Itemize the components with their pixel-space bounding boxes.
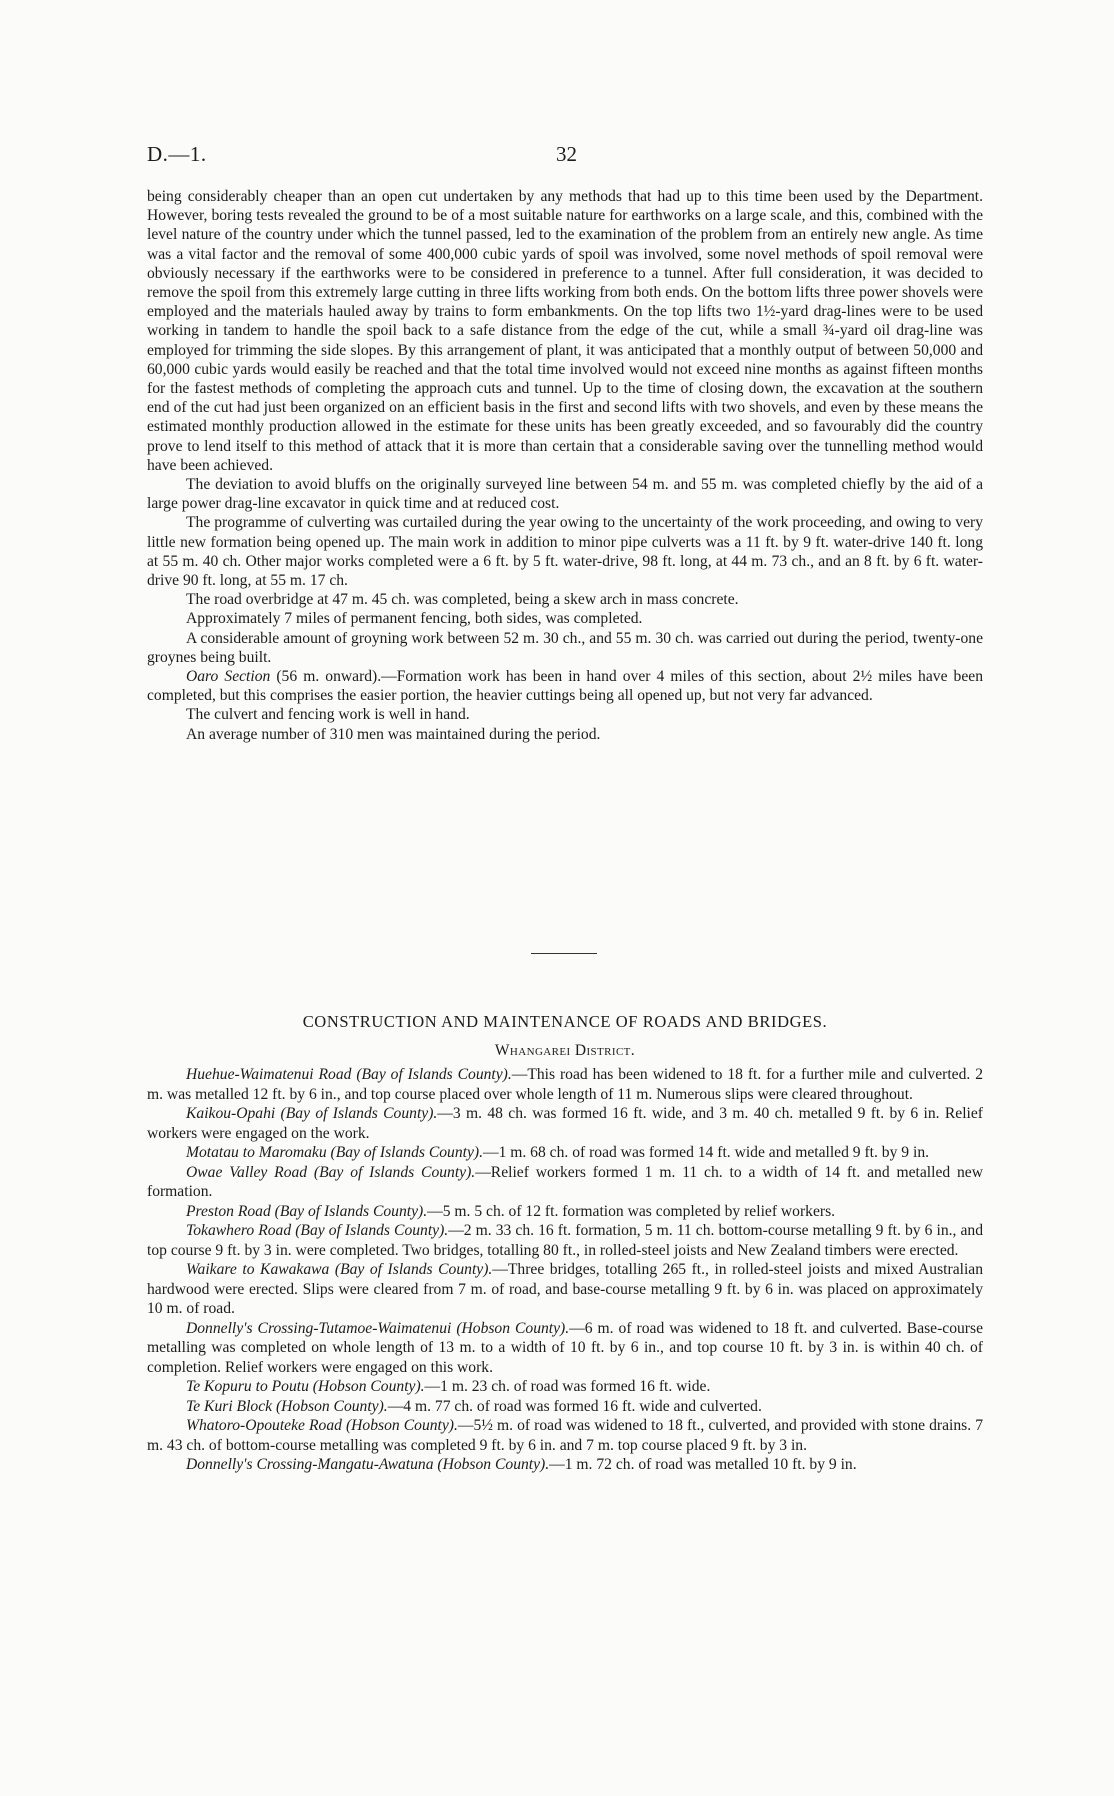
paragraph: A considerable amount of groyning work between 52 m. 30 ch., and 55 m. 30 ch. was carried out during the period, twenty-one groynes being built. bbox=[147, 629, 983, 666]
road-name: Donnelly's Crossing-Tutamoe-Waimatenui (Hobson County). bbox=[186, 1319, 570, 1337]
body-text bbox=[147, 187, 983, 744]
road-description: —5 m. 5 ch. of 12 ft. formation was completed by relief workers. bbox=[427, 1202, 836, 1220]
road-entry bbox=[147, 1319, 983, 1378]
road-name: Preston Road (Bay of Islands County). bbox=[186, 1202, 428, 1220]
road-entry bbox=[147, 1221, 983, 1260]
paragraph bbox=[147, 667, 983, 705]
road-name: Waikare to Kawakawa (Bay of Islands County). bbox=[186, 1261, 493, 1278]
road-entry bbox=[147, 1065, 983, 1104]
road-description: —6 m. of road was widened to 18 ft. and culverted. Base-course metalling was completed on whole length of 13 m. to a width of 10 ft. by 6 in., and top course 10 ft. by 3 in. is within 40 ch. of completion. Relief workers were engaged on this work. bbox=[147, 1319, 983, 1376]
road-name: Owae Valley Road (Bay of Islands County). bbox=[186, 1163, 476, 1181]
document-reference: D.—1. bbox=[147, 142, 207, 166]
road-entry bbox=[147, 1260, 983, 1319]
road-description: —This road has been widened to 18 ft. for a further mile and culverted. 2 m. was metalled 12 ft. by 6 in., and top course placed over whole length of 11 m. Numerous slips were cleared throughout. bbox=[147, 1066, 983, 1103]
road-name: Motatau to Maromaku (Bay of Islands County). bbox=[186, 1144, 483, 1161]
road-entry bbox=[147, 1377, 983, 1397]
road-description: —Relief workers formed 1 m. 11 ch. to a width of 14 ft. and metalled new formation. bbox=[147, 1163, 983, 1200]
road-name: Te Kopuru to Poutu (Hobson County). bbox=[186, 1378, 425, 1395]
road-entry bbox=[147, 1163, 983, 1202]
road-name: Kaikou-Opahi (Bay of Islands County). bbox=[186, 1105, 438, 1122]
road-entries bbox=[147, 1065, 983, 1475]
paragraph: The programme of culverting was curtailed during the year owing to the uncertainty of the work proceeding, and owing to very little new formation being opened up. The main work in addition to minor pipe culverts was a 11 ft. by 9 ft. water-drive 140 ft. long at 55 m. 40 ch. Other major works completed were a 6 ft. by 5 ft. water-drive, 98 ft. long, at 44 m. 73 ch., and an 8 ft. by 6 ft. water-drive 90 ft. long, at 55 m. 17 ch. bbox=[147, 514, 983, 590]
road-name: Tokawhero Road (Bay of Islands County). bbox=[186, 1222, 449, 1239]
road-description: —4 m. 77 ch. of road was formed 16 ft. wide and culverted. bbox=[387, 1397, 762, 1415]
section-title: CONSTRUCTION AND MAINTENANCE OF ROADS AND BRIDGES. bbox=[302, 1012, 828, 1031]
road-description: —3 m. 48 ch. was formed 16 ft. wide, and 3 m. 40 ch. metalled 9 ft. by 6 in. Relief workers were engaged on the work. bbox=[147, 1105, 983, 1142]
district-heading: Whangarei District. bbox=[494, 1042, 636, 1059]
road-entry bbox=[147, 1143, 983, 1163]
road-description: —1 m. 72 ch. of road was metalled 10 ft. by 9 in. bbox=[549, 1456, 857, 1473]
section-divider bbox=[531, 953, 597, 954]
road-name: Whatoro-Opouteke Road (Hobson County). bbox=[186, 1417, 458, 1434]
road-entry bbox=[147, 1455, 983, 1475]
road-description: —1 m. 68 ch. of road was formed 14 ft. wide and metalled 9 ft. by 9 in. bbox=[482, 1144, 930, 1161]
road-name: Te Kuri Block (Hobson County). bbox=[186, 1397, 388, 1415]
road-name: Donnelly's Crossing-Mangatu-Awatuna (Hobson County). bbox=[186, 1456, 550, 1473]
section-name: Oaro Section bbox=[186, 668, 271, 686]
road-entry bbox=[147, 1104, 983, 1143]
paragraph: The culvert and fencing work is well in hand. bbox=[186, 706, 470, 724]
road-entry bbox=[147, 1397, 983, 1417]
paragraph: The deviation to avoid bluffs on the originally surveyed line between 54 m. and 55 m. was completed chiefly by the aid of a large power drag-line excavator in quick time and at reduced cost. bbox=[147, 476, 983, 513]
road-entry bbox=[147, 1416, 983, 1455]
paragraph: being considerably cheaper than an open cut undertaken by any methods that had up to this time been used by the Department. However, boring tests revealed the ground to be of a most suitable nature for earthworks on a large scale, and this, combined with the level nature of the country under which the tunnel passed, led to the examination of the problem from an entirely new angle. As time was a vital factor and the removal of some 400,000 cubic yards of spoil was involved, some novel methods of spoil removal were obviously necessary if the earthworks were to be considered in preference to a tunnel. After full consideration, it was decided to remove the spoil from this extremely large cutting in three lifts working from both ends. On the bottom lifts three power shovels were employed and the materials hauled away by trains to form embankments. On the top lifts two 1½-yard drag-lines were to be used working in tandem to handle the spoil back to a safe distance from the edge of the cut, while a small ¾-yard oil drag-line was employed for trimming the side slopes. By this arrangement of plant, it was anticipated that a monthly output of between 50,000 and 60,000 cubic yards would easily be reached and that the total time involved would not exceed nine months as against fifteen months for the fastest methods of completing the approach cuts and tunnel. Up to the time of closing down, the excavation at the southern end of the cut had just been organized on an efficient basis in the first and second lifts with two shovels, and even by these means the estimated monthly production allowed in the estimate for these units has been greatly exceeded, and so favourably did the country prove to lend itself to this method of attack that it is more than certain that a considerable saving over the tunnelling method would have been achieved. bbox=[147, 188, 983, 474]
road-entry bbox=[147, 1202, 983, 1222]
road-name: Huehue-Waimatenui Road (Bay of Islands County). bbox=[186, 1066, 512, 1083]
road-description: —5½ m. of road was widened to 18 ft., culverted, and provided with stone drains. 7 m. 43 ch. of bottom-course metalling was completed 9 ft. by 6 in. and 7 m. top course placed 9 ft. by 3 in. bbox=[147, 1417, 983, 1454]
road-description: —1 m. 23 ch. of road was formed 16 ft. wide. bbox=[424, 1378, 711, 1395]
page-number: 32 bbox=[556, 142, 577, 166]
road-description: —Three bridges, totalling 265 ft., in rolled-steel joists and mixed Australian hardwood were erected. Slips were cleared from 7 m. of road, and base-course metalling 9 ft. by 6 in. was placed on approximately 10 m. of road. bbox=[147, 1261, 983, 1317]
paragraph-text: (56 m. onward).—Formation work has been in hand over 4 miles of this section, about 2½ miles have been completed, but this comprises the easier portion, the heavier cuttings being all opened up, but not very far advanced. bbox=[147, 668, 983, 705]
paragraph: Approximately 7 miles of permanent fencing, both sides, was completed. bbox=[186, 610, 643, 628]
road-description: —2 m. 33 ch. 16 ft. formation, 5 m. 11 ch. bottom-course metalling 9 ft. by 6 in., and top course 9 ft. by 3 in. were completed. Two bridges, totalling 80 ft., in rolled-steel joists and New Zealand timbers were erected. bbox=[147, 1222, 984, 1259]
paragraph: The road overbridge at 47 m. 45 ch. was completed, being a skew arch in mass concrete. bbox=[186, 591, 739, 609]
paragraph: An average number of 310 men was maintained during the period. bbox=[186, 725, 601, 743]
